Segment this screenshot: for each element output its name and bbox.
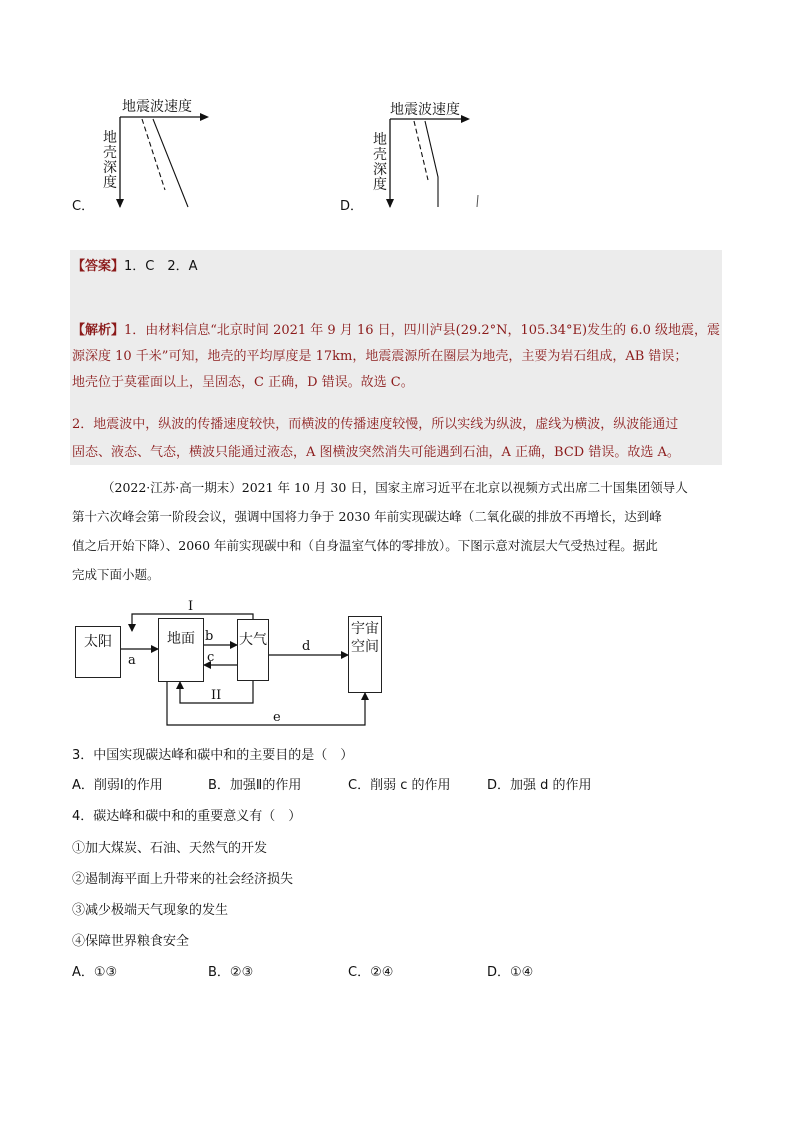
label-a: a	[128, 653, 136, 668]
q4-item-4: ④保障世界粮食安全	[72, 934, 190, 949]
analysis-text-1: 1．由材料信息“北京时间 2021 年 9 月 16 日，四川泸县(29.2°N，105.34°E)发生的 6.0 级地震，震	[124, 323, 721, 338]
graph-c-x-label: 地震波速度	[122, 99, 192, 115]
atmosphere-box	[237, 619, 269, 681]
label-b: b	[205, 629, 214, 644]
answer-text: 1．C 2．A	[124, 259, 198, 274]
label-c: c	[207, 650, 215, 665]
atmosphere-label: 大气	[239, 632, 267, 648]
q3-option-b[interactable]: B．加强Ⅱ的作用	[208, 778, 302, 793]
q4-option-b[interactable]: B．②③	[208, 965, 254, 980]
q4-stem: 4．碳达峰和碳中和的重要意义有（ ）	[72, 809, 302, 824]
graph-d-option-label: D．	[340, 199, 364, 214]
q4-item-1: ①加大煤炭、石油、天然气的开发	[72, 841, 268, 856]
passage-line-3: 值之后开始下降）、2060 年前实现碳中和（自身温室气体的零排放）。下图示意对流层大气受热过程。据此	[72, 538, 658, 553]
passage-line-1: （2022·江苏·高一期末）2021 年 10 月 30 日，国家主席习近平在北京以视频方式出席二十国集团领导人	[102, 480, 688, 495]
q4-option-d[interactable]: D．①④	[487, 965, 534, 980]
answer-tag: 【答案】	[72, 259, 125, 274]
graph-c	[70, 95, 300, 220]
sun-label: 太阳	[84, 634, 112, 650]
graph-d-y-label: 地壳深度	[373, 132, 387, 193]
q4-item-3: ③减少极端天气现象的发生	[72, 903, 229, 918]
q4-option-c[interactable]: C．②④	[348, 965, 394, 980]
answer-line	[72, 258, 198, 276]
q4-item-2: ②遏制海平面上升带来的社会经济损失	[72, 872, 294, 887]
graph-c-y-label: 地壳深度	[103, 130, 117, 191]
ground-box	[158, 618, 204, 682]
q3-option-c[interactable]: C．削弱 c 的作用	[348, 778, 451, 793]
ground-label: 地面	[167, 631, 195, 647]
label-II: II	[211, 688, 222, 703]
space-box	[348, 616, 382, 693]
analysis-line-2: 源深度 10 千米”可知，地壳的平均厚度是 17km，地震震源所在圈层为地壳，主要为岩石组成，AB 错误；	[72, 349, 688, 364]
graph-d-dashed-line	[414, 121, 428, 180]
q4-option-a[interactable]: A．①③	[72, 965, 118, 980]
passage-line-2: 第十六次峰会第一阶段会议，强调中国将力争于 2030 年前实现碳达峰（二氧化碳的排放不再增长，达到峰	[72, 509, 662, 524]
graph-d	[338, 95, 498, 220]
label-d: d	[302, 639, 311, 654]
analysis-line-5: 固态、液态、气态，横波只能通过液态，A 图横波突然消失可能遇到石油，A 正确，BCD 错误。故选 A。	[72, 445, 680, 460]
space-label: 宇宙空间	[351, 621, 379, 655]
graph-d-x-label: 地震波速度	[390, 102, 460, 118]
analysis-tag: 【解析】	[72, 323, 125, 338]
analysis-line-3: 地壳位于莫霍面以上，呈固态，C 正确，D 错误。故选 C。	[72, 375, 414, 390]
graph-c-option-label: C．	[72, 199, 95, 214]
q3-option-a[interactable]: A．削弱Ⅰ的作用	[72, 778, 163, 793]
graph-d-solid-line	[425, 121, 438, 207]
q3-option-d[interactable]: D．加强 d 的作用	[487, 778, 592, 793]
graph-c-solid-line	[153, 119, 188, 207]
q3-stem: 3．中国实现碳达峰和碳中和的主要目的是（ ）	[72, 748, 354, 763]
sun-box	[75, 626, 121, 678]
analysis-line-4: 2．地震波中，纵波的传播速度较快，而横波的传播速度较慢，所以实线为纵波，虚线为横波，纵波能通过	[72, 417, 679, 432]
label-e: e	[273, 710, 281, 725]
analysis-line-1	[72, 322, 720, 340]
heating-diagram	[70, 598, 400, 728]
label-I: I	[188, 599, 194, 614]
graph-c-dashed-line	[142, 119, 165, 190]
passage-line-4: 完成下面小题。	[72, 567, 160, 582]
